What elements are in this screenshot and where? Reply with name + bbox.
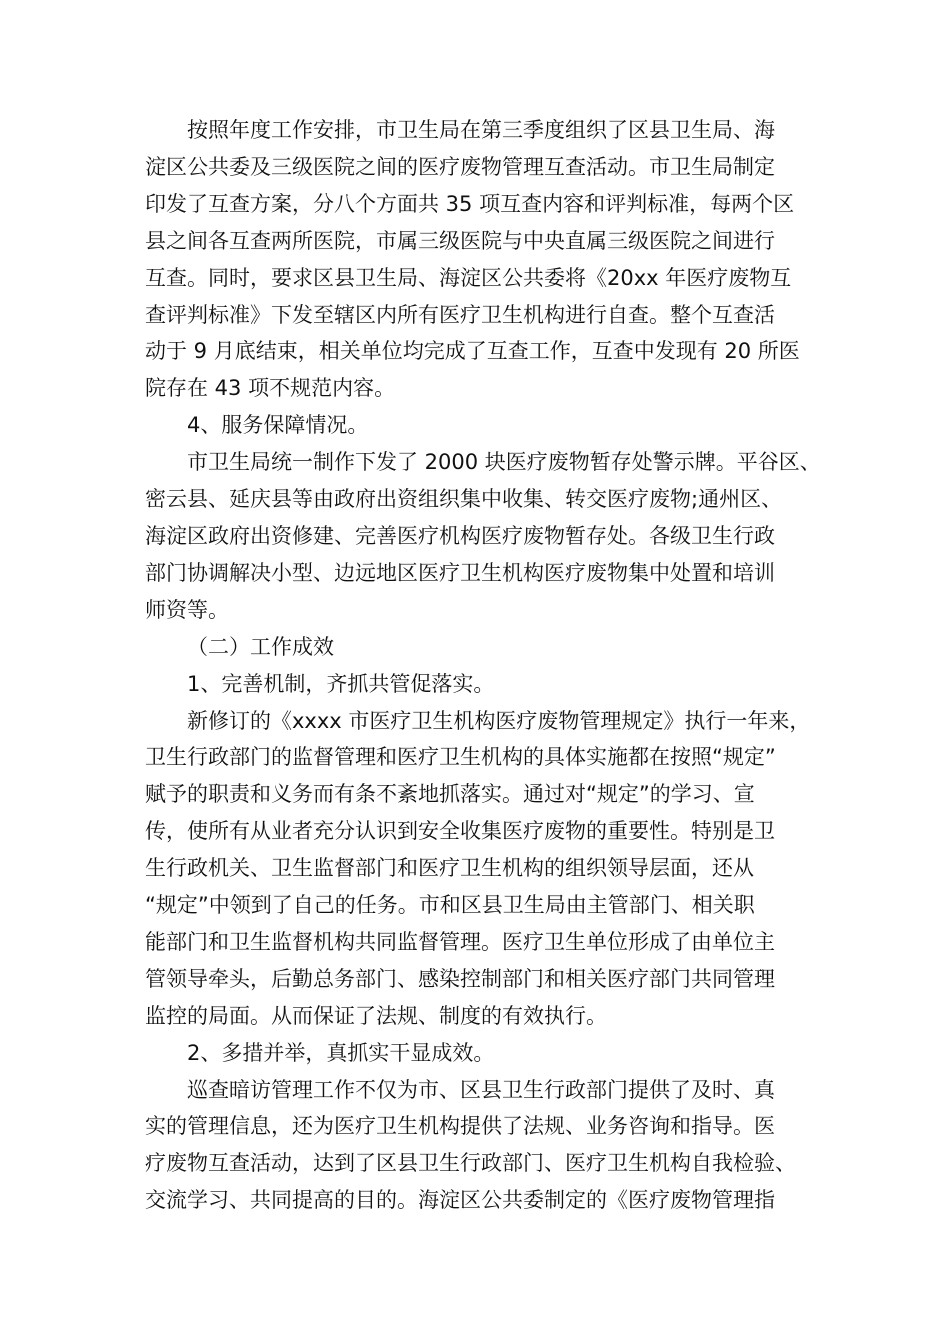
paragraph-service-guarantee bbox=[145, 444, 821, 629]
text-line: 交流学习、共同提高的目的。海淀区公共委制定的《医疗废物管理指 bbox=[145, 1188, 775, 1213]
text-line: 淀区公共委及三级医院之间的医疗废物管理互查活动。市卫生局制定 bbox=[145, 154, 775, 179]
text-line: （二）工作成效 bbox=[187, 634, 334, 659]
text-line: 2、多措并举，真抓实干显成效。 bbox=[187, 1040, 495, 1065]
heading-improve-mechanism bbox=[145, 666, 813, 703]
text-line: “规定”中领到了自己的任务。市和区县卫生局由主管部门、相关职 bbox=[145, 893, 755, 918]
text-line: 赋予的职责和义务而有条不紊地抓落实。通过对“规定”的学习、宣 bbox=[145, 782, 755, 807]
document-body bbox=[145, 112, 821, 1219]
text-line: 传，使所有从业者充分认识到安全收集医疗废物的重要性。特别是卫 bbox=[145, 819, 775, 844]
text-line: 监控的局面。从而保证了法规、制度的有效执行。 bbox=[145, 1003, 607, 1028]
text-line: 4、服务保障情况。 bbox=[187, 413, 369, 438]
text-line: 疗废物互查活动，达到了区县卫生行政部门、医疗卫生机构自我检验、 bbox=[145, 1151, 796, 1176]
paragraph-multiple-measures bbox=[145, 1072, 813, 1220]
text-line: 院存在 43 项不规范内容。 bbox=[145, 376, 396, 401]
text-line: 生行政机关、卫生监督部门和医疗卫生机构的组织领导层面，还从 bbox=[145, 856, 754, 881]
text-line: 按照年度工作安排，市卫生局在第三季度组织了区县卫生局、海 bbox=[187, 118, 775, 142]
text-line: 动于 9 月底结束，相关单位均完成了互查工作，互查中发现有 20 所医 bbox=[145, 339, 800, 364]
text-line: 巡查暗访管理工作不仅为市、区县卫生行政部门提供了及时、真 bbox=[187, 1077, 775, 1102]
text-line: 新修订的《xxxx 市医疗卫生机构医疗废物管理规定》执行一年来， bbox=[187, 708, 811, 733]
text-line: 部门协调解决小型、边远地区医疗卫生机构医疗废物集中处置和培训 bbox=[145, 560, 775, 585]
text-line: 市卫生局统一制作下发了 2000 块医疗废物暂存处警示牌。平谷区、 bbox=[187, 450, 821, 475]
text-line: 查评判标准》下发至辖区内所有医疗卫生机构进行自查。整个互查活 bbox=[145, 302, 775, 327]
text-line: 实的管理信息，还为医疗卫生机构提供了法规、业务咨询和指导。医 bbox=[145, 1114, 775, 1139]
section-heading-work-results bbox=[145, 629, 813, 666]
heading-multiple-measures bbox=[145, 1035, 813, 1072]
text-line: 密云县、延庆县等由政府出资组织集中收集、转交医疗废物;通州区、 bbox=[145, 487, 783, 512]
paragraph-mutual-inspection bbox=[145, 112, 813, 407]
text-line: 1、完善机制，齐抓共管促落实。 bbox=[187, 671, 495, 696]
text-line: 印发了互查方案，分八个方面共 35 项互查内容和评判标准，每两个区 bbox=[145, 191, 795, 216]
text-line: 师资等。 bbox=[145, 597, 229, 622]
text-line: 能部门和卫生监督机构共同监督管理。医疗卫生单位形成了由单位主 bbox=[145, 929, 775, 954]
paragraph-improve-mechanism bbox=[145, 703, 813, 1035]
text-line: 县之间各互查两所医院，市属三级医院与中央直属三级医院之间进行 bbox=[145, 228, 775, 253]
text-line: 互查。同时，要求区县卫生局、海淀区公共委将《20xx 年医疗废物互 bbox=[145, 265, 792, 290]
heading-service-guarantee bbox=[145, 407, 813, 444]
text-line: 海淀区政府出资修建、完善医疗机构医疗废物暂存处。各级卫生行政 bbox=[145, 523, 775, 548]
text-line: 管领导牵头，后勤总务部门、感染控制部门和相关医疗部门共同管理 bbox=[145, 966, 775, 991]
text-line: 卫生行政部门的监督管理和医疗卫生机构的具体实施都在按照“规定” bbox=[145, 745, 776, 770]
